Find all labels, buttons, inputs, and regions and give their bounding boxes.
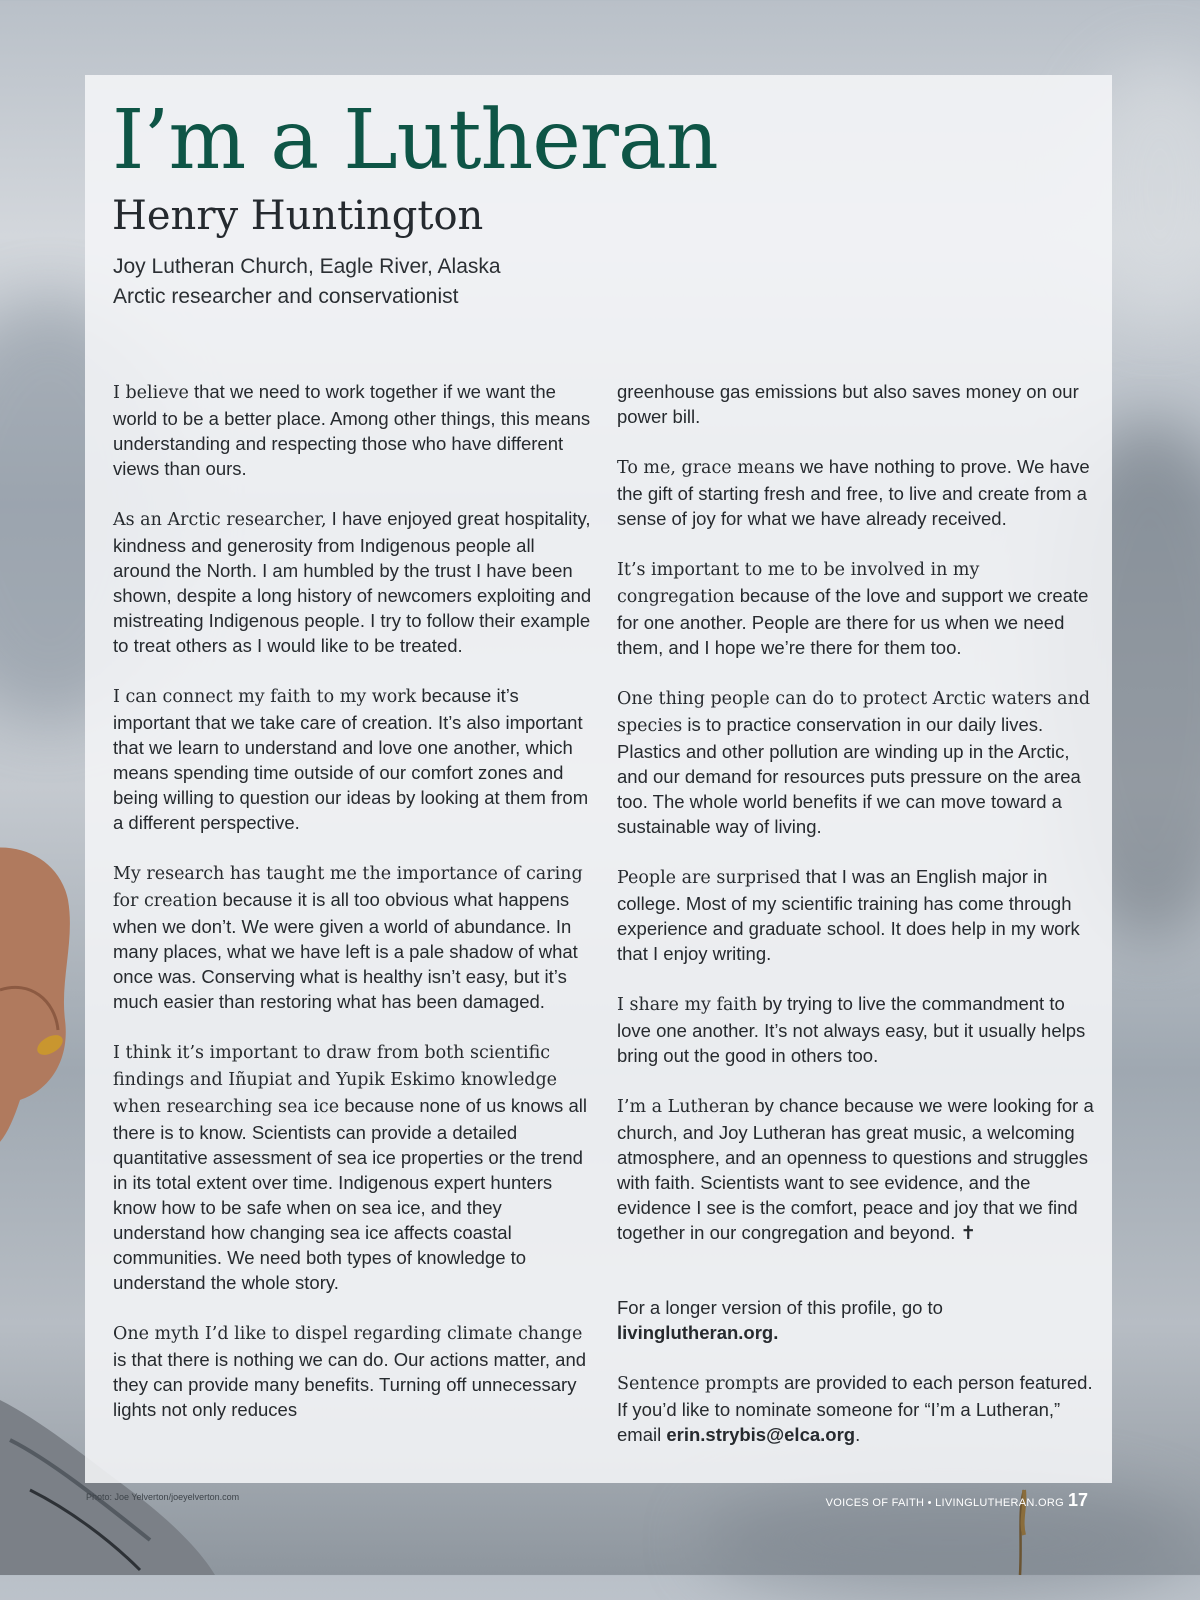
paragraph [113,1039,593,1295]
prompts-note-lead: Sentence prompts [617,1374,779,1394]
right-column [617,379,1097,1472]
paragraph [113,860,593,1014]
paragraph-lead: I think it’s important to draw from both scientific findings and Iñupiat and Yupik Eskimo knowledge when researching sea ice [113,1043,558,1117]
paragraph [113,683,593,835]
person-name: Henry Huntington [112,193,484,239]
prompts-note-text: are provided to each person featured. If you’d like to nominate someone for “I’m a Lutheran,” email [617,1372,1093,1445]
paragraph-lead: One thing people can do to protect Arctic waters and species [617,689,1091,736]
person-details [113,252,501,312]
paragraph-lead: My research has taught me the importance of caring for creation [113,864,583,911]
page-folio [826,1490,1088,1511]
profile-link[interactable]: livinglutheran.org. [617,1322,779,1343]
paragraph-text: by chance because we were looking for a church, and Joy Lutheran has great music, a welcoming atmosphere, and an openness to questions and struggles with faith. Scientists want to see evidence, and the evidence I see is the comfort, peace and joy that we find together in our congregation and beyond. [617,1095,1094,1243]
paragraph-text: because it’s important that we take care of creation. It’s also important that we learn to understand and love one another, which means spending time outside of our comfort zones and being willing to question our ideas by looking at them from a different perspective. [113,685,589,833]
folio-text: VOICES OF FAITH • LIVINGLUTHERAN.ORG [825,1497,1064,1509]
occupation: Arctic researcher and conservationist [113,285,459,308]
email-link[interactable]: erin.strybis@elca.org [666,1424,856,1445]
paragraph [113,379,593,481]
paragraph-lead: I can connect my faith to my work [113,687,417,707]
page-number: 17 [1067,1490,1088,1510]
paragraph [617,1093,1097,1245]
paragraph-lead: To me, grace means [617,458,795,478]
paragraph-text: by trying to live the commandment to love one another. It’s not always easy, but it usually helps bring out the good in others too. [617,993,1086,1066]
prompts-note-end: . [855,1424,861,1445]
paragraph-text: we have nothing to prove. We have the gift of starting fresh and free, to live and create from a sense of joy for what we have already received. [617,456,1090,529]
hand-illustration [0,830,90,1160]
paragraph-text: because none of us knows all there is to know. Scientists can provide a detailed quantitative assessment of sea ice properties or the trend in its total extent over time. Indigenous expert hunters know how to be safe when on sea ice, and they understand how changing sea ice affects coastal communities. We need both types of knowledge to understand the whole story. [113,1095,587,1293]
paragraph-lead: It’s important to me to be involved in my congregation [617,560,980,607]
paragraph-lead: People are surprised [617,868,801,888]
profile-note-text: For a longer version of this profile, go to [617,1297,943,1318]
paragraph [617,556,1097,660]
paragraph-text: because of the love and support we create for one another. People are there for us when we need them, and I hope we’re there for them too. [617,585,1089,658]
end-mark-cross-icon: ✝ [955,1222,977,1243]
congregation: Joy Lutheran Church, Eagle River, Alaska [113,255,501,278]
paragraph-text: that we need to work together if we want the world to be a better place. Among other things, this means understanding and respecting those who have different views than ours. [113,381,591,479]
left-column [113,379,593,1447]
paragraph [113,1320,593,1422]
paragraph-text: I have enjoyed great hospitality, kindness and generosity from Indigenous people all around the North. I am humbled by the trust I have been shown, despite a long history of newcomers exploiting and mistreating Indigenous people. I try to follow their example to treat others as I would like to be treated. [113,508,592,656]
profile-note [617,1295,1097,1345]
paragraph-text: is that there is nothing we can do. Our actions matter, and they can provide many benefits. Turning off unnecessary lights not only reduces [113,1349,587,1420]
series-title: I’m a Lutheran [112,93,718,188]
prompts-note [617,1370,1097,1447]
paragraph-text: that I was an English major in college. Most of my scientific training has come through experience and graduate school. It does help in my work that I enjoy writing. [617,866,1080,964]
paragraph-lead: I’m a Lutheran [617,1097,750,1117]
photo-credit: Photo: Joe Yelverton/joeyelverton.com [86,1492,240,1502]
paragraph-lead: One myth I’d like to dispel regarding climate change [113,1324,583,1344]
paragraph [113,506,593,658]
paragraph [617,685,1097,839]
paragraph-lead: As an Arctic researcher, [113,510,327,530]
paragraph [617,864,1097,966]
paragraph-lead: I believe [113,383,189,403]
paragraph [617,454,1097,531]
paragraph-text: because it is all too obvious what happens when we don’t. We were given a world of abundance. In many places, what we have left is a pale shadow of what once was. Conserving what is healthy isn’t easy, but it’s much easier than restoring what has been damaged. [113,889,578,1012]
paragraph-text: greenhouse gas emissions but also saves money on our power bill. [617,381,1079,427]
paragraph-lead: I share my faith [617,995,758,1015]
paragraph [617,379,1097,429]
paragraph [617,991,1097,1068]
paragraph-text: is to practice conservation in our daily lives. Plastics and other pollution are winding up in the Arctic, and our demand for resources puts pressure on the area too. The whole world benefits if we can move toward a sustainable way of living. [617,714,1081,837]
